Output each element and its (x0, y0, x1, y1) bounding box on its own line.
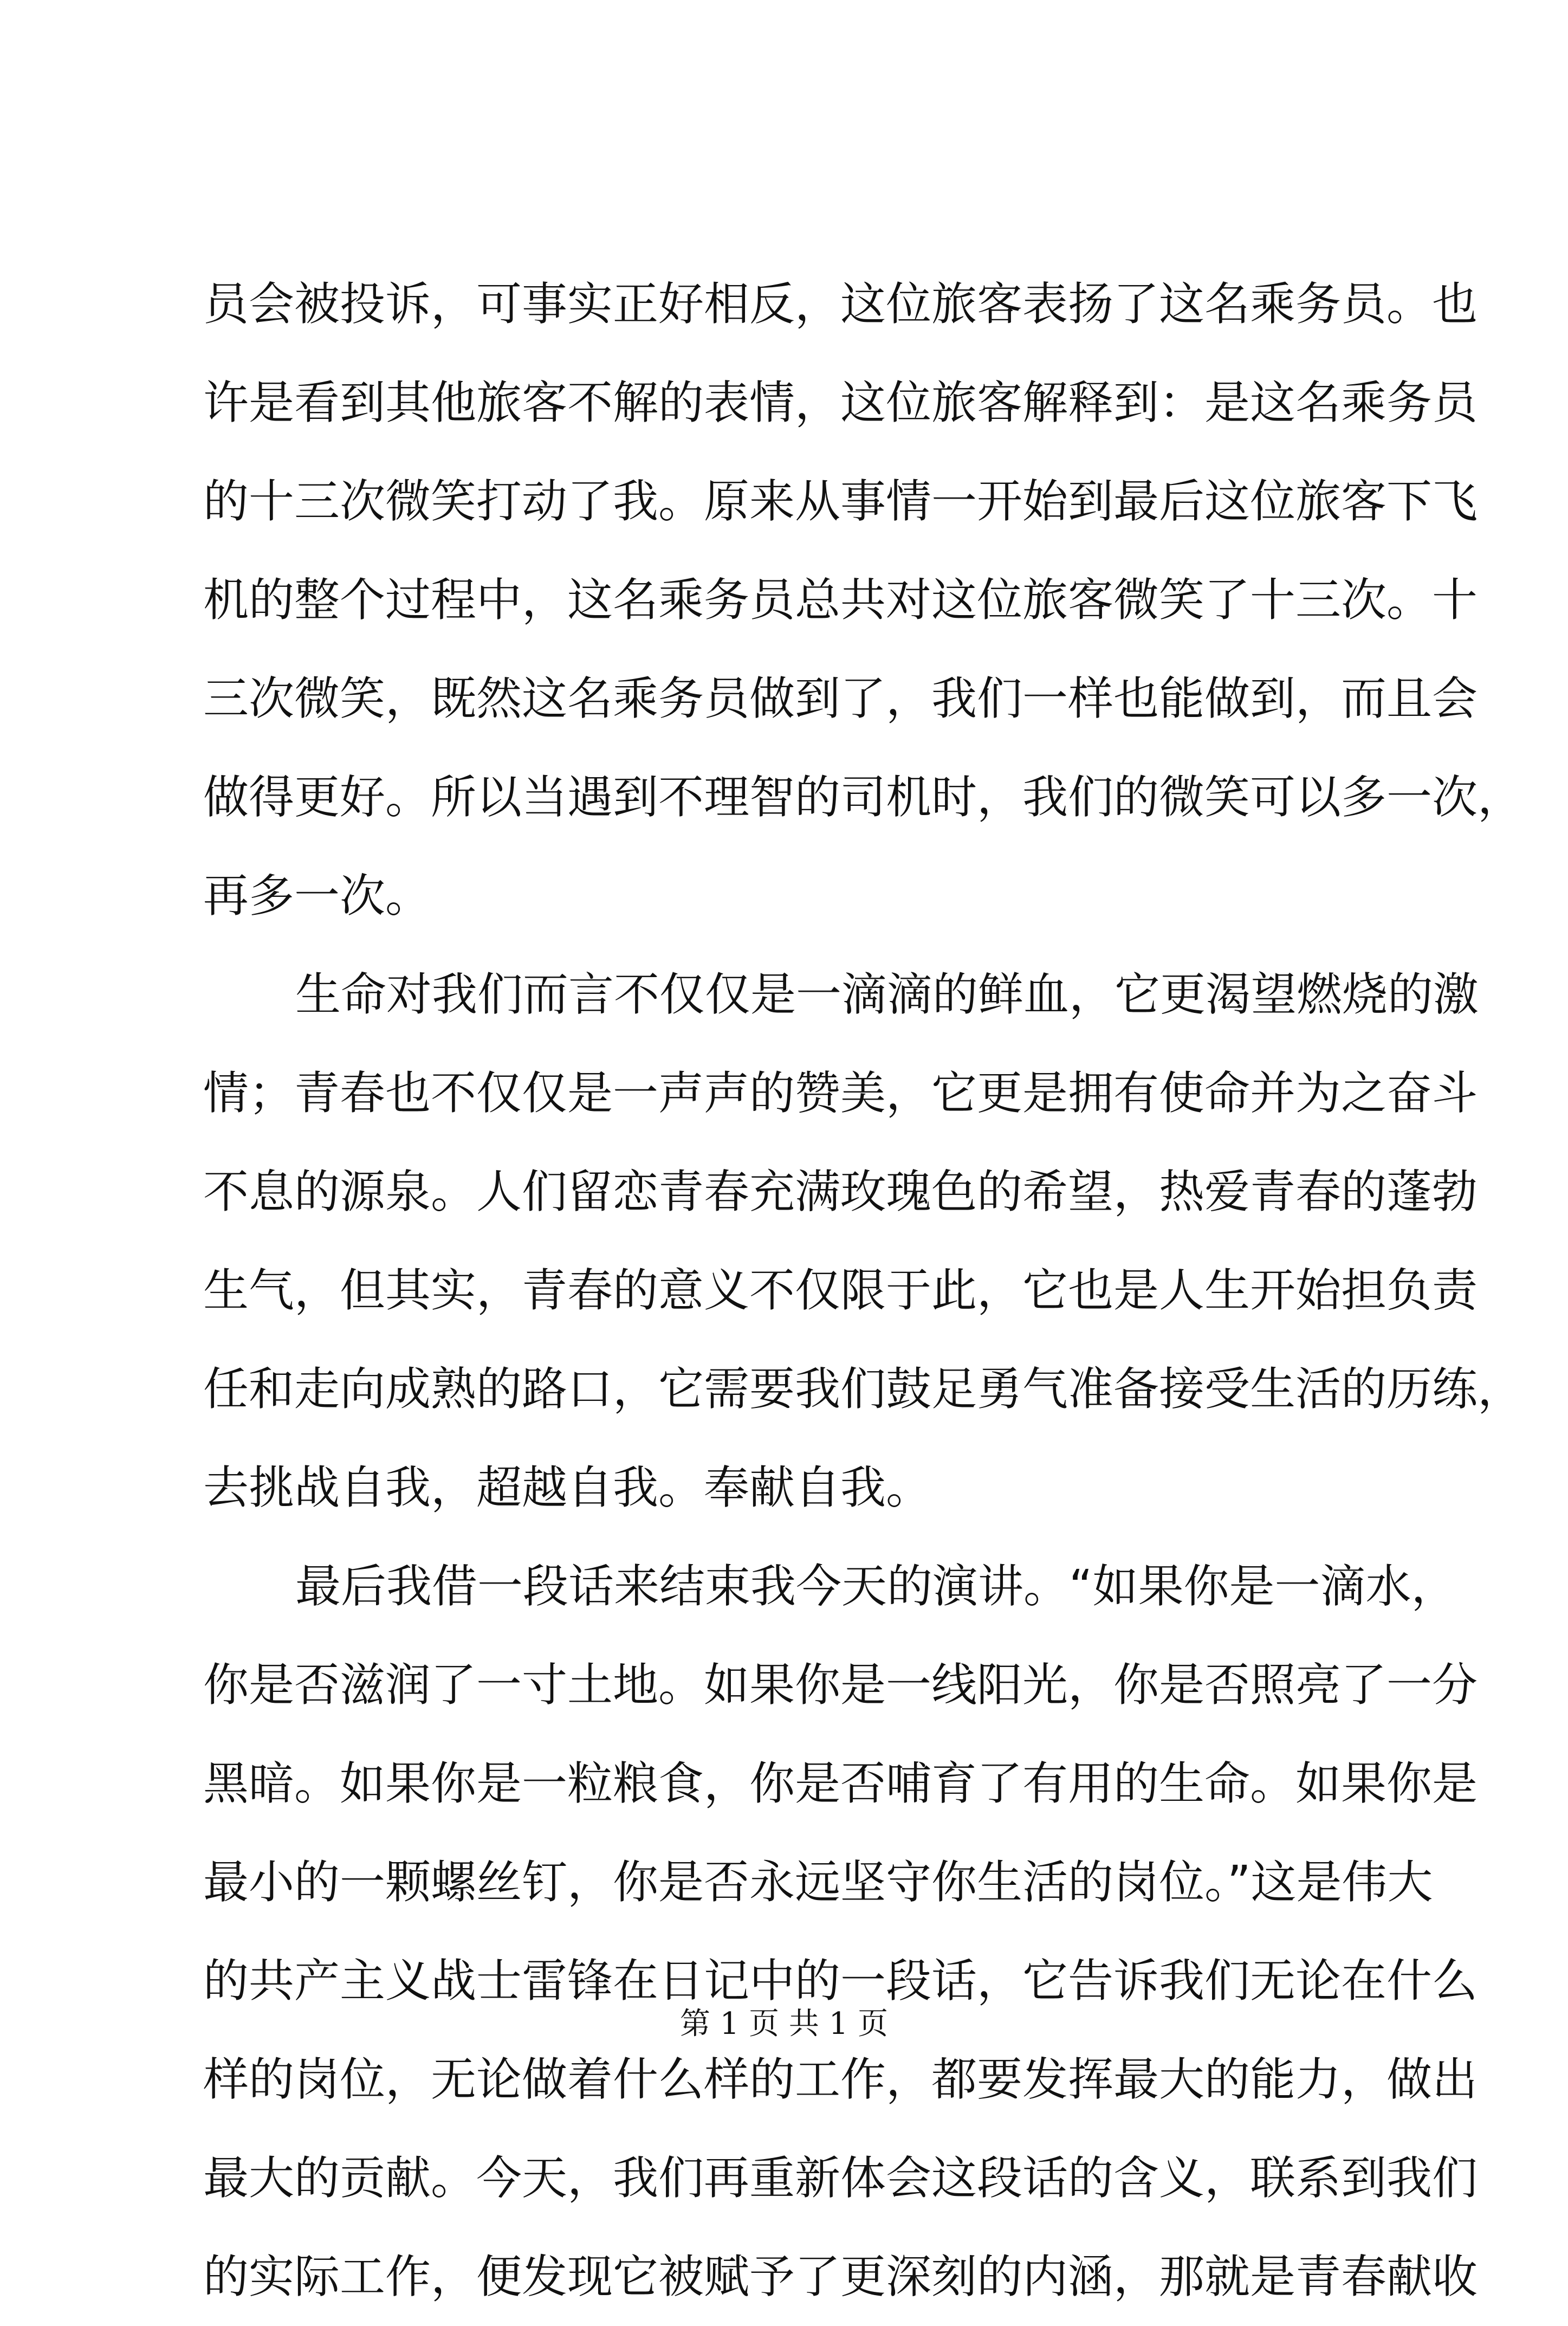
paragraph-3 (203, 1537, 1478, 2326)
text-line: 的十三次微笑打动了我。原来从事情一开始到最后这位旅客下飞 (203, 475, 1478, 528)
text-line: 最后我借一段话来结束我今天的演讲。“如果你是一滴水， (295, 1560, 1457, 1613)
text-line: 生命对我们而言不仅仅是一滴滴的鲜血，它更渴望燃烧的激 (295, 968, 1479, 1021)
text-line: 你是否滋润了一寸土地。如果你是一线阳光，你是否照亮了一分 (203, 1658, 1478, 1711)
page-number-footer: 第 1 页 共 1 页 (679, 2006, 889, 2041)
text-line: 不息的源泉。人们留恋青春充满玫瑰色的希望，热爱青春的蓬勃 (203, 1165, 1478, 1218)
text-line: 的共产主义战士雷锋在日记中的一段话，它告诉我们无论在什么 (203, 1954, 1478, 2007)
paragraph-1 (203, 255, 1524, 945)
text-line: 最大的贡献。今天，我们再重新体会这段话的含义，联系到我们 (203, 2151, 1478, 2205)
text-line: 许是看到其他旅客不解的表情，这位旅客解释到：是这名乘务员 (203, 376, 1478, 429)
text-line: 样的岗位，无论做着什么样的工作，都要发挥最大的能力，做出 (203, 2053, 1478, 2106)
text-line: 生气，但其实，青春的意义不仅限于此，它也是人生开始担负责 (203, 1264, 1478, 1317)
text-line: 做得更好。所以当遇到不理智的司机时，我们的微笑可以多一次， (203, 771, 1524, 824)
text-line: 情；青春也不仅仅是一声声的赞美，它更是拥有使命并为之奋斗 (203, 1067, 1478, 1120)
text-line: 的实际工作，便发现它被赋予了更深刻的内涵，那就是青春献收 (203, 2250, 1478, 2303)
text-line: 最小的一颗螺丝钉，你是否永远坚守你生活的岗位。”这是伟大 (203, 1856, 1433, 1909)
text-line: 员会被投诉，可事实正好相反，这位旅客表扬了这名乘务员。也 (203, 277, 1478, 331)
text-line: 黑暗。如果你是一粒粮食，你是否哺育了有用的生命。如果你是 (203, 1757, 1478, 1810)
text-line: 机的整个过程中，这名乘务员总共对这位旅客微笑了十三次。十 (203, 573, 1478, 626)
text-line: 再多一次。 (203, 869, 431, 922)
text-line: 任和走向成熟的路口，它需要我们鼓足勇气准备接受生活的历练， (203, 1362, 1524, 1416)
paragraph-2 (203, 945, 1524, 1537)
text-line: 三次微笑，既然这名乘务员做到了，我们一样也能做到，而且会 (203, 672, 1478, 725)
text-line: 去挑战自我，超越自我。奉献自我。 (203, 1461, 932, 1514)
